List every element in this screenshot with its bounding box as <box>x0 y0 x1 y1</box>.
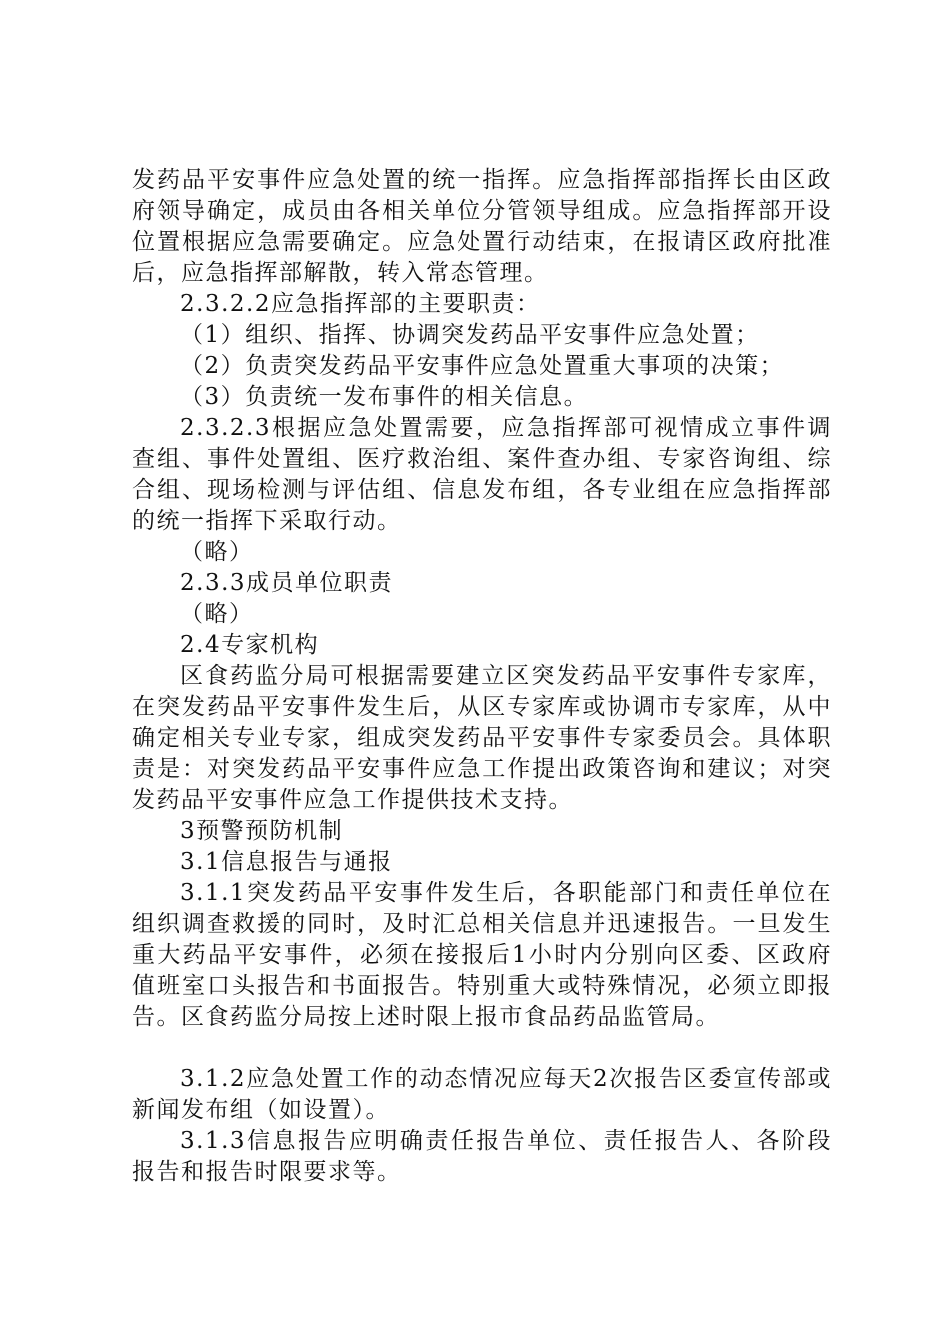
heading-3-1: 3.1信息报告与通报 <box>180 849 393 875</box>
heading-2-4: 2.4专家机构 <box>180 632 320 658</box>
paragraph-3-1-2: 3.1.2应急处置工作的动态情况应每天2次报告区委宣传部或新闻发布组（如设置）。 <box>132 1066 832 1123</box>
omitted-note-2: （略） <box>180 601 254 627</box>
list-item-3: （3）负责统一发布事件的相关信息。 <box>180 384 589 410</box>
blank-line <box>132 1033 832 1064</box>
paragraph-3-1-3: 3.1.3信息报告应明确责任报告单位、责任报告人、各阶段报告和报告时限要求等。 <box>132 1128 832 1185</box>
paragraph-expert-body: 区食药监分局可根据需要建立区突发药品平安事件专家库，在突发药品平安事件发生后，从区专家库或协调市专家库，从中确定相关专业专家，组成突发药品平安事件专家委员会。具体职责是：对突发药品平安事件应急工作提出政策咨询和建议；对突发药品平安事件应急工作提供技术支持。 <box>132 663 832 813</box>
list-item-2: （2）负责突发药品平安事件应急处置重大事项的决策； <box>180 353 785 379</box>
paragraph-3-1-1: 3.1.1突发药品平安事件发生后，各职能部门和责任单位在组织调查救援的同时，及时汇总相关信息并迅速报告。一旦发生重大药品平安事件，必须在接报后1小时内分别向区委、区政府值班室口头报告和书面报告。特别重大或特殊情况，必须立即报告。区食药监分局按上述时限上报市食品药品监管局。 <box>132 880 832 1030</box>
heading-2-3-3: 2.3.3成员单位职责 <box>180 570 394 596</box>
list-item-1: （1）组织、指挥、协调突发药品平安事件应急处置； <box>180 322 760 348</box>
paragraph-2-3-2-3: 2.3.2.3根据应急处置需要，应急指挥部可视情成立事件调查组、事件处置组、医疗救治组、案件查办组、专家咨询组、综合组、现场检测与评估组、信息发布组，各专业组在应急指挥部的统一指挥下采取行动。 <box>132 415 832 534</box>
omitted-note-1: （略） <box>180 539 254 565</box>
paragraph-command-continuation: 发药品平安事件应急处置的统一指挥。应急指挥部指挥长由区政府领导确定，成员由各相关单位分管领导组成。应急指挥部开设位置根据应急需要确定。应急处置行动结束，在报请区政府批准后，应急指挥部解散，转入常态管理。 <box>132 167 832 286</box>
heading-3: 3预警预防机制 <box>180 818 344 844</box>
heading-2-3-2-2: 2.3.2.2应急指挥部的主要职责： <box>180 291 541 317</box>
document-body <box>132 165 832 1188</box>
